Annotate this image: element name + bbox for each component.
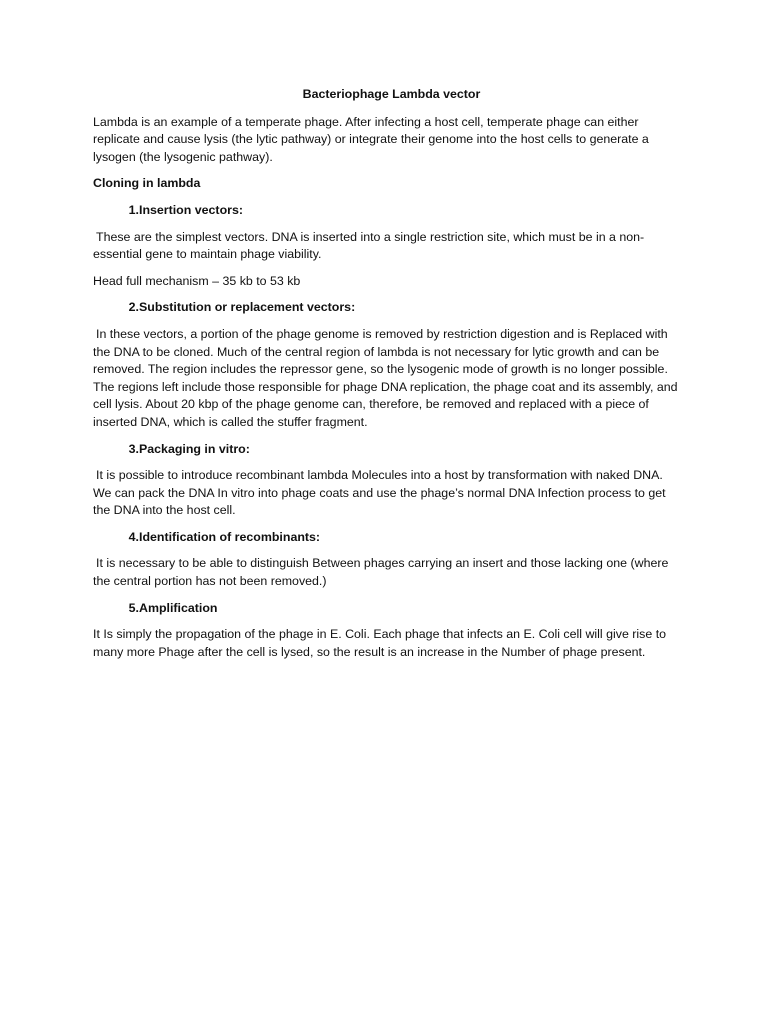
section-heading-substitution-vectors	[93, 299, 678, 317]
document-title: Bacteriophage Lambda vector	[302, 87, 481, 101]
section-number: 3.	[128, 441, 139, 456]
section-title: Insertion vectors:	[139, 202, 243, 217]
insertion-vectors-paragraph: These are the simplest vectors. DNA is inserted into a single restriction site, which must be in a non-essential gene to maintain phage viability.	[93, 229, 645, 262]
section-number: 1.	[128, 202, 139, 217]
section-title: Substitution or replacement vectors:	[139, 300, 356, 315]
section-title: Packaging in vitro:	[139, 441, 250, 456]
packaging-in-vitro-paragraph: It is possible to introduce recombinant lambda Molecules into a host by transformation with naked DNA. We can pack the DNA In vitro into phage coats and use the phage’s normal DNA Infection process to get the DNA into the host cell.	[93, 468, 666, 518]
document-page	[93, 86, 678, 670]
section-number: 2.	[128, 300, 139, 315]
identification-paragraph: It is necessary to be able to distinguish Between phages carrying an insert and those lacking one (where the central portion has not been removed.)	[93, 556, 669, 589]
section-number: 4.	[128, 529, 139, 544]
section-title: Identification of recombinants:	[139, 529, 321, 544]
section-title: Amplification	[139, 600, 218, 615]
section-heading-identification-of-recombinants	[93, 529, 678, 547]
section-heading-insertion-vectors	[93, 202, 678, 220]
section-number: 5.	[128, 600, 139, 615]
section-heading-amplification	[93, 600, 678, 618]
section-heading-packaging-in-vitro	[93, 441, 678, 459]
head-full-mechanism-line: Head full mechanism – 35 kb to 53 kb	[93, 273, 301, 288]
amplification-paragraph: It Is simply the propagation of the phage in E. Coli. Each phage that infects an E. Coli cell will give rise to many more Phage after the cell is lysed, so the result is an increase in the Number of phage present.	[93, 627, 667, 659]
substitution-vectors-paragraph: In these vectors, a portion of the phage genome is removed by restriction digestion and is Replaced with the DNA to be cloned. Much of the central region of lambda is not necessary for lytic growth and can be removed. The region includes the repressor gene, so the lysogenic mode of growth is no longer possible. The regions left include those responsible for phage DNA replication, the phage coat and its assembly, and cell lysis. About 20 kbp of the phage genome can, therefore, be removed and replaced with a piece of inserted DNA, which is called the stuffer fragment.	[93, 326, 678, 429]
cloning-heading: Cloning in lambda	[93, 176, 201, 191]
intro-paragraph: Lambda is an example of a temperate phage. After infecting a host cell, temperate phage can either replicate and cause lysis (the lytic pathway) or integrate their genome into the host cells to generate a lysogen (the lysogenic pathway).	[93, 114, 649, 164]
